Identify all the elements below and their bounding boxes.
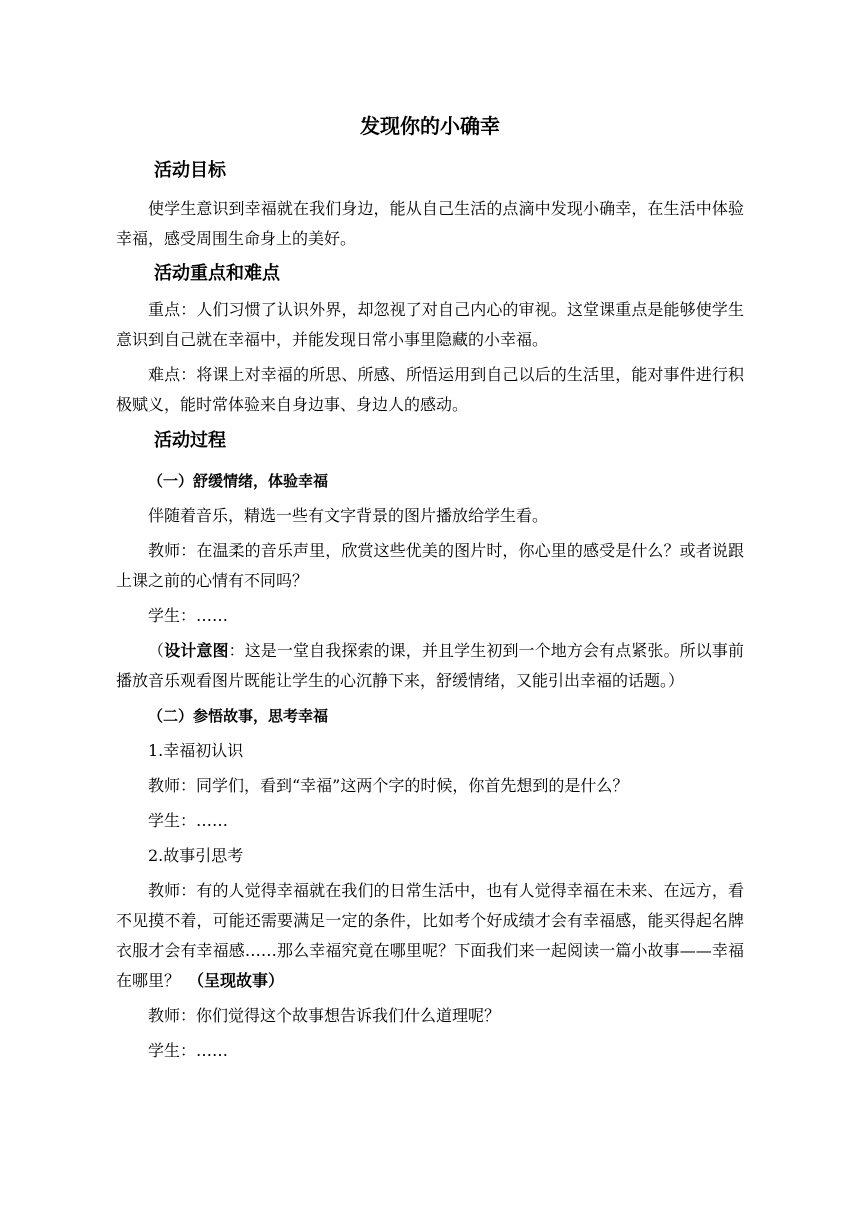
paragraph-teacher-story (116, 876, 744, 996)
paragraph-student-answer-1: 学生：…… (148, 606, 229, 625)
story-text: 教师：有的人觉得幸福就在我们的日常生活中，也有人觉得幸福在未来、在远方，看不见摸不着，可能还需要满足一定的条件，比如考个好成绩才会有幸福感，能买得起名牌衣服才会有幸福感……那么幸福究竟在哪里呢？下面我们来一起阅读一篇小故事——幸福在哪里？ (116, 881, 744, 990)
paragraph-student-answer-2: 学生：…… (148, 811, 229, 830)
paragraph-item-1: 1.幸福初认识 (148, 741, 244, 760)
subheading-section-two: （二）参悟故事，思考幸福 (148, 707, 329, 725)
paragraph-key-point: 重点：人们习惯了认识外界，却忽视了对自己内心的审视。这堂课重点是能够使学生意识到自己就在幸福中，并能发现日常小事里隐藏的小幸福。 (116, 300, 744, 349)
paragraph-item-2: 2.故事引思考 (148, 846, 244, 865)
paragraph-music-images: 伴随着音乐，精选一些有文字背景的图片播放给学生看。 (148, 506, 549, 525)
paragraph-design-intent (116, 636, 744, 696)
paragraph-difficulty: 难点：将课上对幸福的所思、所感、所悟运用到自己以后的生活里，能对事件进行积极赋义，能时常体验来自身边事、身边人的感动。 (116, 365, 744, 414)
design-intent-label: 设计意图 (164, 641, 229, 660)
story-note: （呈现故事） (196, 971, 285, 990)
paragraph-teacher-question-1: 教师：在温柔的音乐声里，欣赏这些优美的图片时，你心里的感受是什么？或者说跟上课之前的心情有不同吗？ (116, 541, 744, 590)
subheading-section-one: （一）舒缓情绪，体验幸福 (148, 472, 329, 490)
paragraph-student-answer-3: 学生：…… (148, 1041, 229, 1060)
paragraph-teacher-question-2: 教师：同学们，看到“幸福”这两个字的时候，你首先想到的是什么？ (148, 776, 629, 795)
paragraph-goals: 使学生意识到幸福就在我们身边，能从自己生活的点滴中发现小确幸，在生活中体验幸福，感受周围生命身上的美好。 (116, 199, 744, 248)
design-intent-open: （ (148, 641, 165, 660)
document-body (116, 154, 744, 1071)
document-title: 发现你的小确幸 (360, 114, 500, 138)
heading-activity-goals: 活动目标 (154, 160, 226, 181)
paragraph-teacher-question-3: 教师：你们觉得这个故事想告诉我们什么道理呢？ (148, 1006, 501, 1025)
heading-activity-process: 活动过程 (154, 430, 226, 451)
heading-key-points: 活动重点和难点 (154, 263, 280, 284)
design-intent-text: ：这是一堂自我探索的课，并且学生初到一个地方会有点紧张。所以事前播放音乐观看图片既能让学生的心沉静下来，舒缓情绪，又能引出幸福的话题。） (116, 641, 744, 690)
